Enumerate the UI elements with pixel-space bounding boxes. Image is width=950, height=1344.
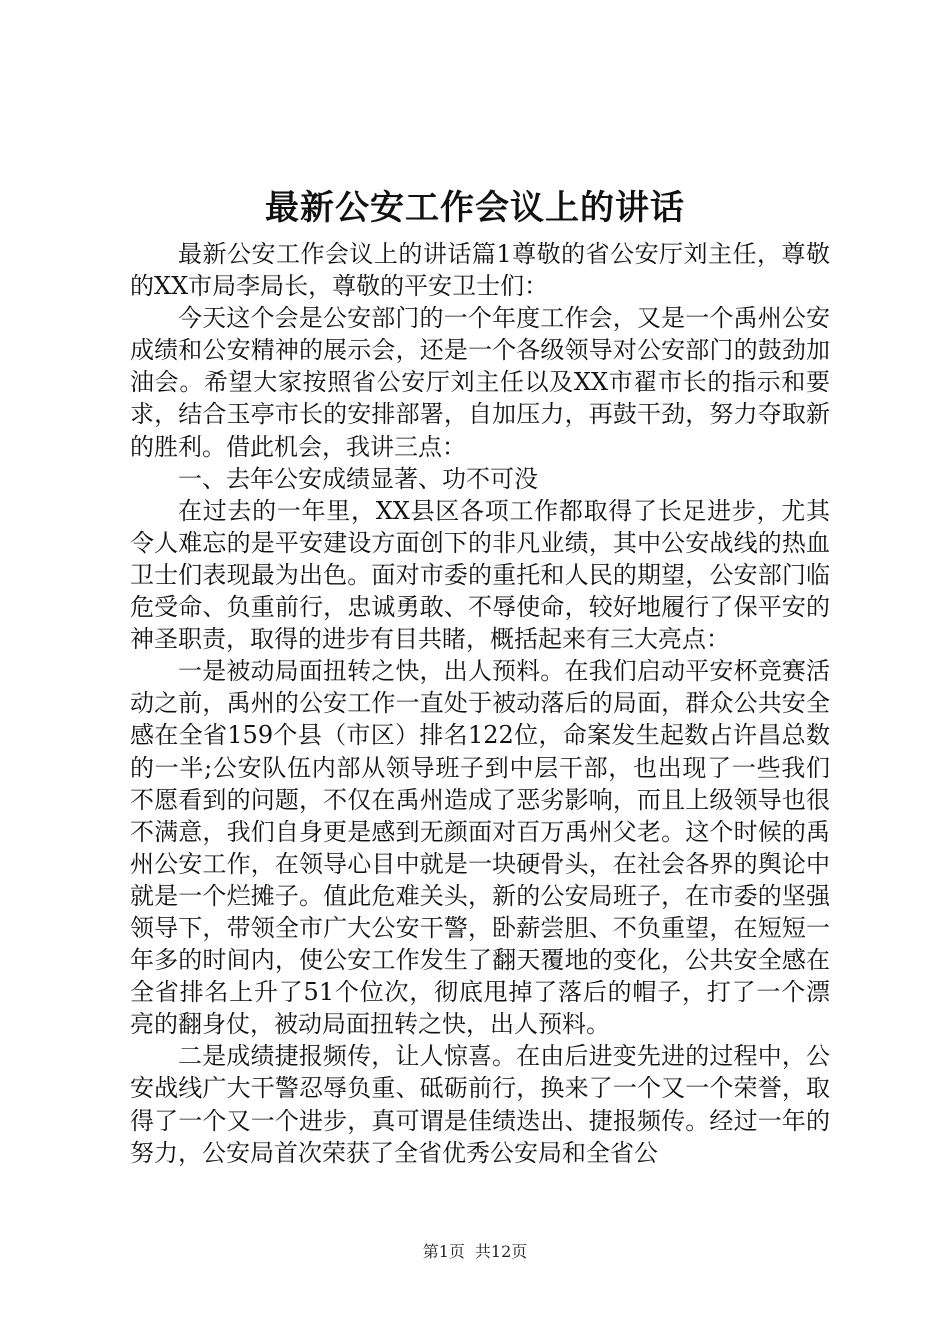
document-title: 最新公安工作会议上的讲话 (265, 188, 685, 228)
paragraph-highlight-1: 一是被动局面扭转之快，出人预料。在我们启动平安杯竞赛活动之前，禹州的公安工作一直处于被动落后的局面，群众公共安全感在全省159个县（市区）排名122位，命案发生起数占许昌总数的一半;公安队伍内部从领导班子到中层干部，也出现了一些我们不愿看到的问题，不仅在禹州造成了恶劣影响，而且上级领导也很不满意，我们自身更是感到无颜面对百万禹州父老。这个时候的禹州公安工作，在领导心目中就是一块硬骨头，在社会各界的舆论中就是一个烂摊子。值此危难关头，新的公安局班子，在市委的坚强领导下，带领全市广大公安干警，卧薪尝胆、不负重望，在短短一年多的时间内，使公安工作发生了翻天覆地的变化，公共安全感在全省排名上升了51个位次，彻底甩掉了落后的帽子，打了一个漂亮的翻身仗，被动局面扭转之快，出人预料。 (130, 657, 830, 1039)
paragraph-salutation: 最新公安工作会议上的讲话篇1尊敬的省公安厅刘主任，尊敬的XX市局李局长，尊敬的平安卫士们： (130, 240, 830, 301)
page-number: 第1页 (422, 1242, 465, 1261)
page-total: 共12页 (474, 1242, 528, 1261)
paragraph-intro: 今天这个会是公安部门的一个年度工作会，又是一个禹州公安成绩和公安精神的展示会，还是一个各级领导对公安部门的鼓劲加油会。希望大家按照省公安厅刘主任以及XX市翟市长的指示和要求，结合玉亭市长的安排部署，自加压力，再鼓干劲，努力夺取新的胜利。借此机会，我讲三点： (130, 304, 830, 461)
paragraph-highlight-2: 二是成绩捷报频传，让人惊喜。在由后进变先进的过程中，公安战线广大干警忍辱负重、砥砺前行，换来了一个又一个荣誉，取得了一个又一个进步，真可谓是佳绩迭出、捷报频传。经过一年的努力，公安局首次荣获了全省优秀公安局和全省公 (130, 1042, 830, 1167)
page-footer (0, 1240, 950, 1264)
paragraph-review: 在过去的一年里，XX县区各项工作都取得了长足进步，尤其令人难忘的是平安建设方面创下的非凡业绩，其中公安战线的热血卫士们表现最为出色。面对市委的重托和人民的期望，公安部门临危受命、负重前行，忠诚勇敢、不辱使命，较好地履行了保平安的神圣职责，取得的进步有目共睹，概括起来有三大亮点： (130, 496, 830, 654)
document-body (130, 238, 830, 1169)
section-heading-1: 一、去年公安成绩显著、功不可没 (178, 464, 538, 493)
